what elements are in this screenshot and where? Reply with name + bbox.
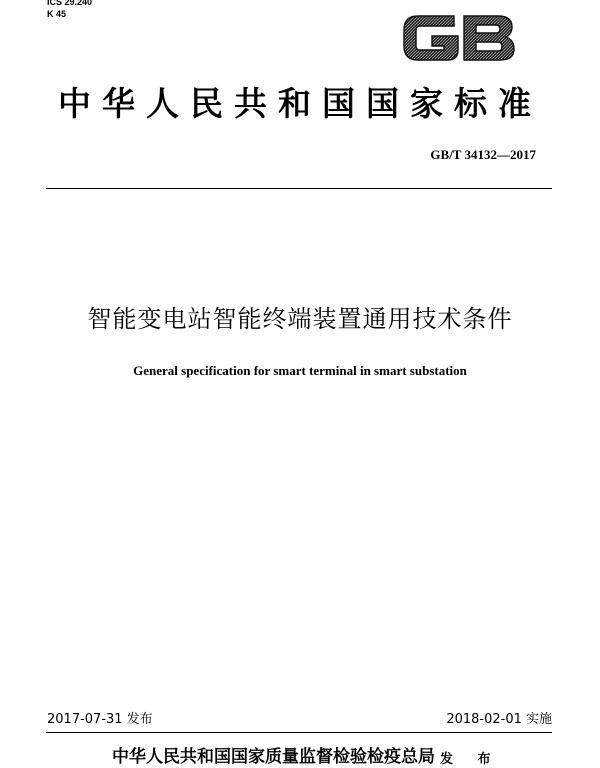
- ccs-code: K 45: [47, 9, 67, 19]
- standard-number: GB/T 34132—2017: [430, 147, 536, 162]
- issuing-authority: 中华人民共和国国家质量监督检验检疫总局: [112, 747, 435, 767]
- bottom-divider: [46, 732, 552, 733]
- document-title-en: General specification for smart terminal in smart substation: [133, 363, 467, 378]
- top-divider: [46, 188, 552, 189]
- document-title-cn: 智能变电站智能终端装置通用技术条件: [87, 305, 513, 333]
- release-date: 2017-07-31 发布: [47, 712, 153, 727]
- issue-label: 发 布: [440, 752, 501, 767]
- implement-date: 2018-02-01 实施: [446, 712, 552, 727]
- ics-code: ICS 29.240: [47, 0, 93, 7]
- national-standard-heading: 中华人民共和国国家标准: [58, 84, 542, 123]
- gb-logo: [398, 6, 520, 70]
